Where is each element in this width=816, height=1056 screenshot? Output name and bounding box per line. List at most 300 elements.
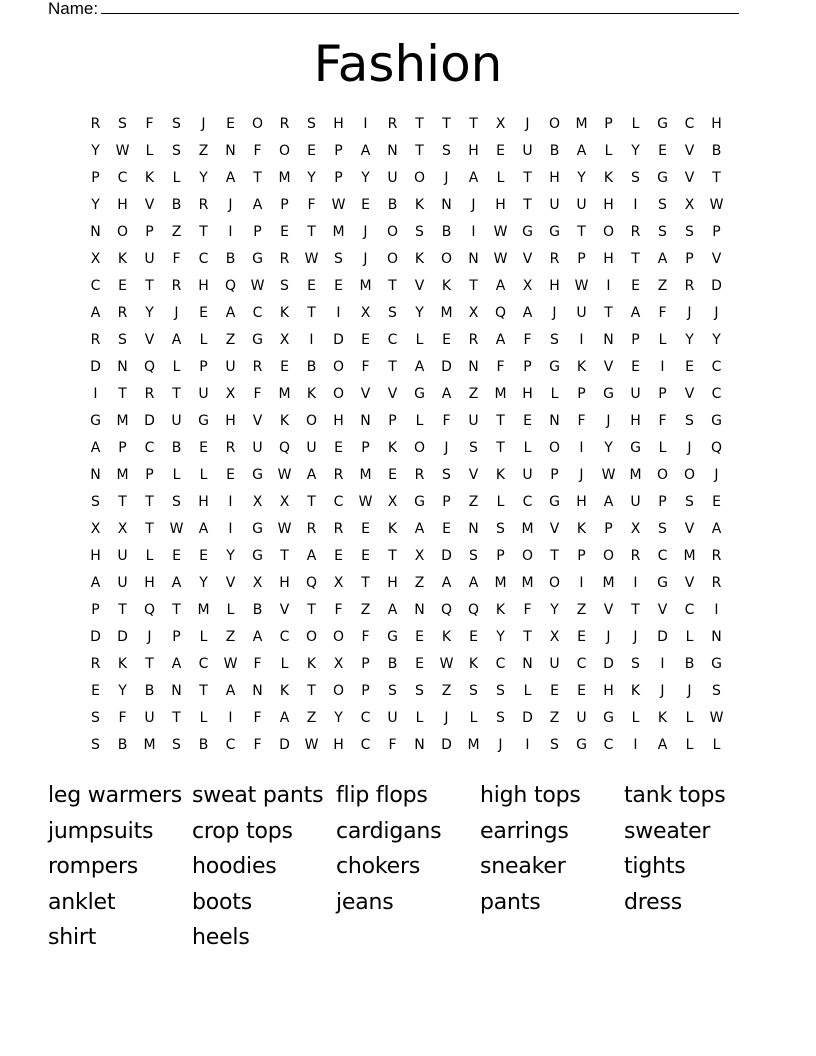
grid-letter: T — [388, 547, 397, 564]
name-label: Name: — [48, 0, 99, 18]
word-list — [48, 778, 768, 956]
grid-letter: P — [496, 547, 505, 564]
grid-letter: T — [550, 547, 559, 564]
grid-letter: F — [172, 250, 181, 267]
grid-letter: P — [631, 331, 640, 348]
grid-letter: O — [305, 412, 318, 429]
grid-letter: E — [388, 466, 397, 483]
grid-letter: Z — [549, 709, 560, 726]
grid-letter: V — [684, 169, 695, 186]
grid-letter: L — [199, 466, 208, 483]
grid-letter: E — [199, 439, 208, 456]
grid-letter: T — [172, 601, 181, 618]
grid-letter: G — [252, 250, 263, 267]
word-list-item: leg warmers — [48, 783, 183, 808]
grid-letter: I — [228, 493, 233, 510]
grid-letter: S — [631, 169, 640, 186]
grid-letter: O — [332, 628, 345, 645]
grid-letter: A — [468, 574, 479, 591]
grid-letter: O — [548, 574, 561, 591]
grid-letter: P — [550, 466, 559, 483]
grid-letter: Y — [118, 682, 127, 699]
grid-letter: P — [658, 385, 667, 402]
grid-letter: W — [493, 250, 508, 267]
grid-letter: G — [198, 412, 209, 429]
grid-letter: I — [633, 574, 638, 591]
grid-letter: U — [225, 358, 236, 375]
grid-letter: S — [658, 223, 667, 240]
grid-letter: J — [444, 169, 449, 186]
grid-letter: C — [360, 736, 371, 753]
grid-letter: A — [171, 655, 182, 672]
grid-letter: K — [414, 196, 425, 213]
grid-letter: T — [523, 196, 532, 213]
grid-letter: K — [279, 304, 290, 321]
grid-letter: V — [684, 520, 695, 537]
grid-letter: U — [468, 412, 479, 429]
grid-letter: F — [658, 412, 667, 429]
grid-letter: P — [199, 358, 208, 375]
grid-letter: O — [413, 169, 426, 186]
grid-letter: R — [684, 277, 695, 294]
grid-letter: I — [633, 196, 638, 213]
grid-letter: G — [603, 709, 614, 726]
grid-letter: Y — [712, 331, 721, 348]
grid-letter: A — [360, 142, 371, 159]
grid-letter: U — [576, 304, 587, 321]
grid-letter: G — [522, 223, 533, 240]
grid-letter: P — [361, 682, 370, 699]
grid-letter: A — [90, 304, 101, 321]
grid-letter: L — [415, 331, 424, 348]
grid-letter: O — [332, 385, 345, 402]
grid-letter: M — [359, 277, 372, 294]
grid-letter: F — [253, 736, 262, 753]
grid-letter: L — [712, 736, 721, 753]
grid-letter: U — [144, 250, 155, 267]
grid-letter: R — [468, 331, 479, 348]
word-list-item: pants — [480, 889, 541, 915]
grid-letter: A — [657, 250, 668, 267]
grid-letter: S — [91, 736, 100, 753]
grid-letter: O — [602, 223, 615, 240]
grid-letter: W — [439, 655, 454, 672]
grid-letter: C — [387, 331, 398, 348]
grid-letter: E — [415, 655, 424, 672]
grid-letter: M — [683, 547, 696, 564]
grid-letter: I — [309, 331, 314, 348]
grid-letter: J — [147, 628, 152, 645]
grid-letter: P — [577, 250, 586, 267]
grid-letter: N — [90, 223, 101, 240]
grid-letter: K — [414, 250, 425, 267]
grid-letter: E — [550, 682, 559, 699]
grid-letter: G — [414, 493, 425, 510]
grid-letter: O — [386, 223, 399, 240]
grid-letter: E — [496, 142, 505, 159]
grid-letter: K — [657, 709, 668, 726]
grid-letter: S — [172, 142, 181, 159]
grid-letter: L — [496, 169, 505, 186]
grid-letter: W — [709, 196, 724, 213]
grid-letter: P — [118, 439, 127, 456]
grid-letter: A — [414, 520, 425, 537]
grid-letter: P — [577, 547, 586, 564]
grid-letter: N — [171, 682, 182, 699]
grid-letter: C — [522, 493, 533, 510]
grid-letter: M — [359, 466, 372, 483]
grid-letter: E — [226, 115, 235, 132]
grid-letter: S — [172, 736, 181, 753]
grid-letter: R — [414, 466, 425, 483]
grid-letter: K — [441, 628, 452, 645]
grid-letter: J — [687, 304, 692, 321]
grid-letter: G — [657, 115, 668, 132]
grid-letter: S — [469, 682, 478, 699]
grid-letter: S — [469, 547, 478, 564]
grid-letter: X — [117, 520, 128, 537]
grid-letter: T — [415, 115, 424, 132]
grid-letter: U — [198, 385, 209, 402]
grid-letter: D — [279, 736, 290, 753]
name-field — [48, 0, 739, 19]
grid-letter: X — [279, 331, 290, 348]
grid-letter: P — [91, 169, 100, 186]
grid-letter: L — [496, 493, 505, 510]
grid-letter: Q — [305, 574, 318, 591]
grid-letter: K — [279, 682, 290, 699]
grid-letter: Z — [225, 628, 236, 645]
grid-letter: V — [684, 142, 695, 159]
grid-letter: S — [388, 682, 397, 699]
grid-letter: O — [683, 466, 696, 483]
grid-letter: X — [333, 574, 344, 591]
grid-letter: F — [145, 115, 154, 132]
grid-letter: S — [658, 196, 667, 213]
grid-letter: C — [252, 304, 263, 321]
word-list-item: earrings — [480, 818, 569, 844]
grid-letter: A — [225, 304, 236, 321]
grid-letter: V — [144, 196, 155, 213]
grid-letter: H — [279, 574, 290, 591]
grid-letter: E — [199, 547, 208, 564]
grid-letter: K — [117, 250, 128, 267]
grid-letter: F — [253, 709, 262, 726]
grid-letter: S — [550, 736, 559, 753]
grid-letter: L — [631, 709, 640, 726]
grid-letter: R — [171, 277, 182, 294]
grid-letter: D — [144, 412, 155, 429]
grid-letter: U — [387, 169, 398, 186]
grid-letter: I — [363, 115, 368, 132]
grid-letter: E — [334, 439, 343, 456]
grid-letter: X — [279, 493, 290, 510]
grid-letter: M — [278, 169, 291, 186]
grid-letter: Q — [143, 358, 156, 375]
grid-letter: R — [387, 115, 398, 132]
grid-letter: Q — [278, 439, 291, 456]
grid-letter: M — [521, 520, 534, 537]
grid-letter: F — [361, 628, 370, 645]
grid-letter: C — [198, 250, 209, 267]
grid-letter: Z — [171, 223, 182, 240]
grid-letter: P — [91, 601, 100, 618]
grid-letter: H — [198, 277, 209, 294]
grid-letter: X — [252, 493, 263, 510]
grid-letter: C — [495, 655, 506, 672]
grid-letter: G — [630, 439, 641, 456]
grid-letter: G — [252, 520, 263, 537]
grid-letter: X — [549, 628, 560, 645]
grid-letter: V — [657, 601, 668, 618]
grid-letter: T — [280, 547, 289, 564]
grid-letter: P — [361, 655, 370, 672]
word-list-item: rompers — [48, 854, 139, 880]
grid-letter: G — [252, 331, 263, 348]
grid-letter: H — [603, 250, 614, 267]
grid-letter: R — [90, 655, 101, 672]
grid-letter: T — [118, 493, 127, 510]
grid-letter: U — [630, 493, 641, 510]
grid-letter: C — [360, 709, 371, 726]
grid-letter: N — [252, 682, 263, 699]
grid-letter: D — [522, 709, 533, 726]
grid-letter: I — [579, 439, 584, 456]
grid-letter: A — [306, 547, 317, 564]
word-list-item: sweat pants — [192, 783, 324, 808]
grid-letter: S — [118, 115, 127, 132]
grid-letter: J — [174, 304, 179, 321]
word-list-item: chokers — [336, 854, 421, 880]
grid-letter: T — [172, 709, 181, 726]
grid-letter: D — [90, 358, 101, 375]
grid-letter: C — [684, 115, 695, 132]
grid-letter: J — [687, 682, 692, 699]
grid-letter: M — [278, 385, 291, 402]
grid-letter: P — [145, 223, 154, 240]
grid-letter: R — [306, 520, 317, 537]
grid-letter: S — [469, 439, 478, 456]
grid-letter: C — [576, 655, 587, 672]
grid-letter: F — [577, 412, 586, 429]
grid-letter: N — [711, 628, 722, 645]
grid-letter: S — [658, 520, 667, 537]
grid-letter: T — [307, 601, 316, 618]
grid-letter: F — [334, 601, 343, 618]
page-title: Fashion — [313, 35, 503, 93]
grid-letter: U — [549, 655, 560, 672]
grid-letter: N — [414, 601, 425, 618]
grid-letter: G — [549, 223, 560, 240]
grid-letter: S — [685, 412, 694, 429]
grid-letter: S — [415, 223, 424, 240]
grid-letter: L — [523, 682, 532, 699]
grid-letter: Z — [198, 142, 209, 159]
grid-letter: E — [442, 520, 451, 537]
grid-letter: L — [172, 466, 181, 483]
grid-letter: B — [225, 250, 236, 267]
grid-letter: T — [712, 169, 721, 186]
grid-letter: E — [334, 547, 343, 564]
grid-letter: I — [525, 736, 530, 753]
grid-letter: H — [468, 142, 479, 159]
grid-letter: B — [711, 142, 722, 159]
grid-letter: R — [333, 466, 344, 483]
grid-letter: Z — [468, 385, 479, 402]
grid-letter: V — [549, 520, 560, 537]
grid-letter: U — [522, 142, 533, 159]
grid-letter: U — [549, 196, 560, 213]
grid-letter: A — [225, 169, 236, 186]
grid-letter: H — [495, 196, 506, 213]
grid-letter: E — [523, 412, 532, 429]
grid-letter: Y — [91, 142, 100, 159]
grid-letter: S — [388, 304, 397, 321]
grid-letter: E — [361, 547, 370, 564]
grid-letter: C — [225, 736, 236, 753]
grid-letter: V — [684, 574, 695, 591]
grid-letter: B — [549, 142, 560, 159]
grid-letter: W — [169, 520, 184, 537]
grid-letter: F — [496, 358, 505, 375]
grid-letter: X — [387, 493, 398, 510]
grid-letter: L — [415, 412, 424, 429]
grid-letter: N — [549, 412, 560, 429]
grid-letter: W — [574, 277, 589, 294]
grid-letter: X — [495, 115, 506, 132]
grid-letter: H — [117, 196, 128, 213]
grid-letter: A — [252, 628, 263, 645]
grid-letter: G — [414, 385, 425, 402]
grid-letter: R — [279, 115, 290, 132]
grid-letter: T — [172, 385, 181, 402]
grid-letter: L — [172, 169, 181, 186]
grid-letter: V — [468, 466, 479, 483]
grid-letter: H — [225, 412, 236, 429]
grid-letter: P — [253, 223, 262, 240]
grid-letter: S — [118, 331, 127, 348]
grid-letter: Y — [361, 169, 370, 186]
grid-letter: P — [145, 466, 154, 483]
grid-letter: S — [550, 331, 559, 348]
grid-letter: D — [441, 358, 452, 375]
grid-letter: L — [226, 601, 235, 618]
grid-letter: A — [522, 304, 533, 321]
grid-letter: Z — [468, 493, 479, 510]
grid-letter: J — [660, 682, 665, 699]
grid-letter: D — [657, 628, 668, 645]
grid-letter: S — [415, 682, 424, 699]
grid-letter: B — [171, 196, 182, 213]
grid-letter: L — [658, 331, 667, 348]
grid-letter: L — [685, 736, 694, 753]
grid-letter: A — [495, 277, 506, 294]
grid-letter: Q — [710, 439, 723, 456]
grid-letter: L — [550, 385, 559, 402]
grid-letter: U — [252, 439, 263, 456]
grid-letter: F — [523, 331, 532, 348]
grid-letter: A — [711, 520, 722, 537]
grid-letter: Z — [441, 682, 452, 699]
grid-letter: E — [631, 277, 640, 294]
grid-letter: V — [603, 601, 614, 618]
grid-letter: E — [658, 142, 667, 159]
grid-letter: U — [306, 439, 317, 456]
grid-letter: X — [468, 304, 479, 321]
grid-letter: H — [387, 574, 398, 591]
grid-letter: K — [468, 655, 479, 672]
grid-letter: N — [468, 358, 479, 375]
grid-letter: V — [603, 358, 614, 375]
grid-letter: R — [117, 304, 128, 321]
grid-letter: P — [361, 439, 370, 456]
grid-letter: O — [278, 142, 291, 159]
grid-letter: K — [495, 601, 506, 618]
grid-letter: N — [468, 250, 479, 267]
grid-letter: H — [576, 493, 587, 510]
grid-letter: X — [252, 574, 263, 591]
grid-letter: D — [441, 736, 452, 753]
grid-letter: D — [441, 547, 452, 564]
grid-letter: W — [277, 520, 292, 537]
grid-letter: A — [441, 385, 452, 402]
grid-letter: R — [711, 547, 722, 564]
word-list-item: anklet — [48, 889, 116, 915]
grid-letter: H — [603, 682, 614, 699]
grid-letter: E — [685, 358, 694, 375]
grid-letter: B — [441, 223, 452, 240]
grid-letter: N — [603, 331, 614, 348]
grid-letter: H — [549, 169, 560, 186]
grid-letter: S — [91, 709, 100, 726]
grid-letter: M — [575, 115, 588, 132]
grid-letter: M — [602, 574, 615, 591]
grid-letter: R — [90, 331, 101, 348]
grid-letter: W — [223, 655, 238, 672]
grid-letter: A — [576, 142, 587, 159]
grid-letter: F — [442, 412, 451, 429]
word-list-item: boots — [192, 889, 252, 915]
grid-letter: P — [658, 493, 667, 510]
grid-letter: T — [199, 223, 208, 240]
grid-letter: E — [361, 520, 370, 537]
grid-letter: W — [115, 142, 130, 159]
grid-letter: M — [440, 304, 453, 321]
grid-letter: A — [414, 358, 425, 375]
grid-letter: U — [171, 412, 182, 429]
grid-letter: M — [116, 412, 129, 429]
grid-letter: J — [714, 304, 719, 321]
grid-letter: L — [172, 358, 181, 375]
grid-letter: V — [684, 385, 695, 402]
grid-letter: O — [521, 547, 534, 564]
name-blank-line — [101, 0, 739, 14]
grid-letter: A — [441, 574, 452, 591]
grid-letter: Q — [440, 601, 453, 618]
grid-letter: L — [199, 628, 208, 645]
grid-letter: I — [633, 736, 638, 753]
grid-letter: H — [90, 547, 101, 564]
grid-letter: E — [577, 628, 586, 645]
grid-letter: Y — [199, 169, 208, 186]
grid-letter: T — [145, 520, 154, 537]
grid-letter: P — [334, 142, 343, 159]
grid-letter: L — [469, 709, 478, 726]
grid-letter: L — [199, 331, 208, 348]
grid-letter: T — [496, 439, 505, 456]
grid-letter: E — [631, 358, 640, 375]
grid-letter: A — [198, 520, 209, 537]
